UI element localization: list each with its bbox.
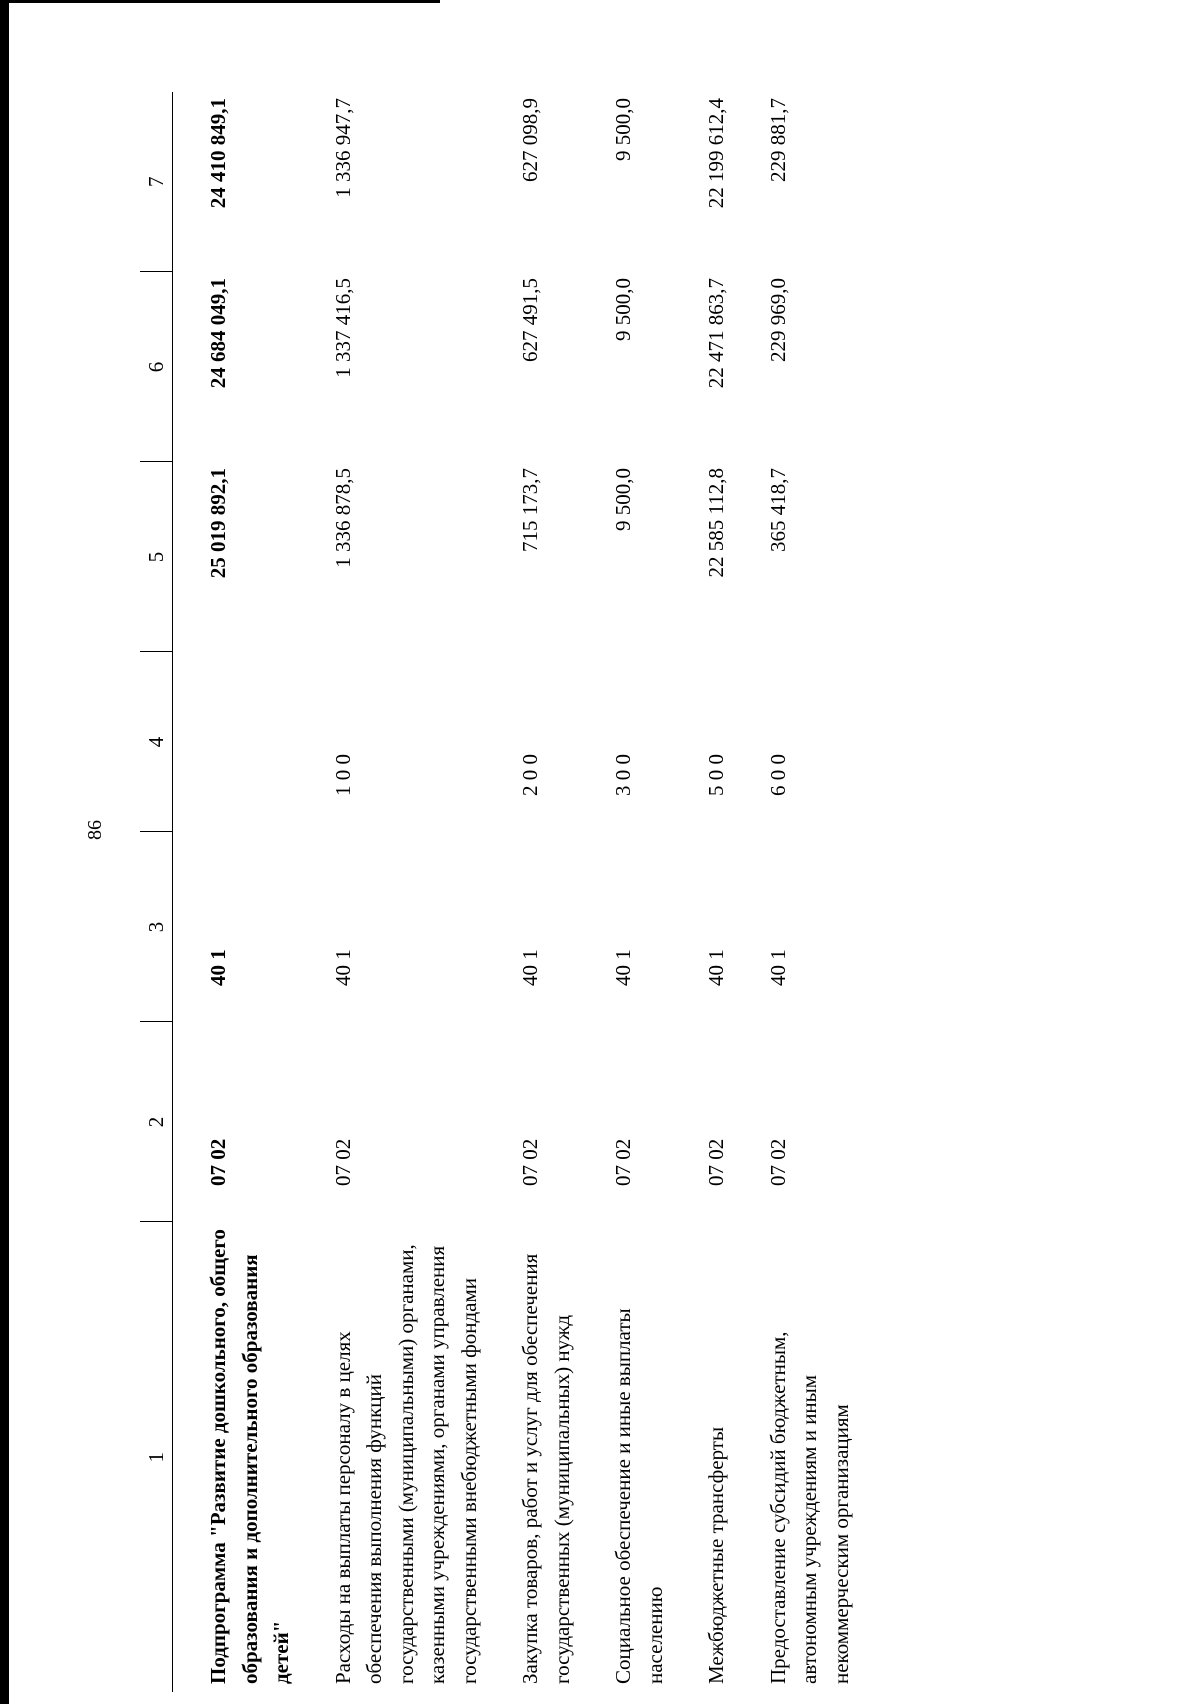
row-expense-type: 5 0 0 — [704, 754, 728, 796]
row-amount-6: 627 491,5 — [518, 278, 542, 362]
row-amount-6: 1 337 416,5 — [330, 278, 355, 378]
row-section: 07 02 — [330, 1138, 355, 1186]
column-header: 4 — [140, 652, 173, 832]
column-header: 6 — [140, 272, 173, 462]
table-row — [298, 92, 486, 1692]
row-amount-5: 1 336 878,5 — [330, 468, 355, 568]
row-expense-type: 1 0 0 — [330, 754, 355, 796]
row-section: 07 02 — [206, 1138, 230, 1186]
row-amount-6: 24 684 049,1 — [206, 278, 230, 389]
page-number: 86 — [84, 820, 106, 840]
row-amount-7: 24 410 849,1 — [206, 98, 230, 209]
row-expense-type: 3 0 0 — [611, 754, 635, 796]
row-amount-5: 9 500,0 — [611, 468, 635, 531]
row-section: 07 02 — [704, 1138, 728, 1186]
column-header: 2 — [140, 1022, 173, 1222]
row-amount-7: 9 500,0 — [611, 98, 635, 161]
column-header: 3 — [140, 832, 173, 1022]
row-amount-6: 22 471 863,7 — [704, 278, 728, 389]
table-row — [733, 92, 858, 1692]
column-header: 5 — [140, 462, 173, 652]
row-expense-type — [173, 652, 298, 832]
row-amount-7: 22 199 612,4 — [704, 98, 728, 209]
scan-edge — [0, 0, 9, 1704]
row-amount-7: 1 336 947,7 — [330, 98, 355, 198]
row-amount-6: 9 500,0 — [611, 278, 635, 341]
row-amount-6: 229 969,0 — [765, 278, 790, 362]
table-row — [173, 92, 298, 1692]
row-name: Подпрограмма "Развитие дошкольного, общего образования и дополнительного образования детей" — [206, 1229, 293, 1684]
row-target: 40 1 — [765, 949, 790, 986]
row-target: 40 1 — [518, 949, 542, 986]
header-row — [140, 92, 173, 1692]
row-expense-type: 2 0 0 — [518, 754, 542, 796]
row-name: Расходы на выплаты персоналу в целях обеспечения выполнения функций государственными (муниципальными) органами, казенными учреждениями, органами управления государственными внебюджетными фондами — [330, 1244, 481, 1684]
row-section: 07 02 — [765, 1138, 790, 1186]
row-amount-5: 365 418,7 — [765, 468, 790, 552]
row-name: Межбюджетные трансферты — [704, 1426, 728, 1684]
row-amount-5: 22 585 112,8 — [704, 468, 728, 578]
budget-table — [140, 92, 857, 1692]
row-amount-5: 25 019 892,1 — [206, 468, 230, 579]
row-target: 40 1 — [206, 949, 230, 986]
rotated-page — [140, 92, 1060, 1692]
row-target: 40 1 — [330, 949, 355, 986]
row-name: Закупка товаров, работ и услуг для обеспечения государственных (муниципальных) нужд — [518, 1253, 574, 1684]
table-row — [671, 92, 733, 1692]
row-name: Социальное обеспечение и иные выплаты населению — [611, 1308, 667, 1684]
table-row — [485, 92, 578, 1692]
row-section: 07 02 — [518, 1138, 542, 1186]
row-name: Предоставление субсидий бюджетным, автономным учреждениям и иным некоммерческим организациям — [765, 1331, 853, 1684]
row-amount-7: 229 881,7 — [765, 98, 790, 182]
row-target: 40 1 — [704, 949, 728, 986]
row-section: 07 02 — [611, 1138, 635, 1186]
column-header: 7 — [140, 92, 173, 272]
row-amount-5: 715 173,7 — [518, 468, 542, 552]
row-amount-7: 627 098,9 — [518, 98, 542, 182]
row-expense-type: 6 0 0 — [765, 754, 790, 796]
row-target: 40 1 — [611, 949, 635, 986]
scan-corner — [0, 0, 440, 3]
column-header: 1 — [140, 1222, 173, 1692]
table-row — [578, 92, 671, 1692]
